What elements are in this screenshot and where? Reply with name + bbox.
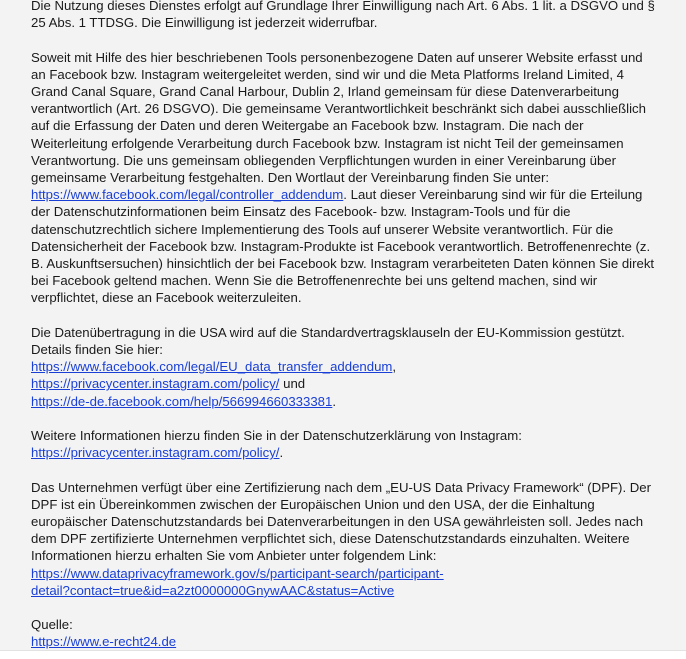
link-separator-period: . (332, 393, 337, 409)
dpf-participant-link[interactable] (31, 566, 444, 598)
joint-controller-text: Soweit mit Hilfe des hier beschriebenen Tools personenbezogene Daten auf unserer Website erfasst und an Facebook bzw. Instagram weitergeleitet werden, sind wir und die Meta Platforms Ireland Limited, 4 Grand Canal Square, Grand Canal Harbour, Dublin 2, Irland gemeinsam für diese Datenverarbeitung verantwortlich (Art. 26 DSGVO). Die gemeinsame Verantwortlichkeit beschränkt sich dabei ausschließlich auf die Erfassung der Daten und deren Weitergabe an Facebook bzw. Instagram. Die nach der Weiterleitung erfolgende Verarbeitung durch Facebook bzw. Instagram ist nicht Teil der gemeinsamen Verantwortung. Die uns gemeinsam obliegenden Verpflichtungen wurden in einer Vereinbarung über gemeinsame Verarbeitung festgehalten. Den Wortlaut der Vereinbarung finden Sie unter: (31, 49, 646, 186)
instagram-policy-link[interactable]: https://privacycenter.instagram.com/policy/ (31, 376, 280, 392)
consent-paragraph (31, 0, 659, 31)
source-paragraph (31, 616, 659, 650)
instagram-info-period: . (279, 445, 284, 461)
data-transfer-paragraph (31, 324, 659, 410)
dpf-text: Das Unternehmen verfügt über eine Zertifizierung nach dem „EU-US Data Privacy Framework“ (DPF). Der DPF ist ein Übereinkommen zwischen der Europäischen Union und den USA, der die Einhaltung europäischer Datenschutzstandards bei Datenverarbeitungen in den USA gewährleisten soll. Jedes nach dem DPF zertifizierte Unternehmen verpflichtet sich, diese Datenschutzstandards einzuhalten. Weitere Informationen hierzu erhalten Sie vom Anbieter unter folgendem Link: (31, 479, 652, 564)
privacy-text-content (31, 0, 659, 659)
source-link[interactable]: https://www.e-recht24.de (31, 634, 177, 650)
dpf-paragraph (31, 479, 659, 599)
data-transfer-text: Die Datenübertragung in die USA wird auf die Standardvertragsklauseln der EU-Kommission gestützt. Details finden Sie hier: (31, 324, 625, 358)
source-label: Quelle: (31, 617, 73, 633)
facebook-help-link[interactable]: https://de-de.facebook.com/help/566994660333381 (31, 393, 333, 409)
joint-controller-text-continued: . Laut dieser Vereinbarung sind wir für die Erteilung der Datenschutzinformationen beim Einsatz des Facebook- bzw. Instagram-Tools und für die datenschutzrechtlich sichere Implementierung des Tools auf unserer Website verantwortlich. Für die Datensicherheit der Facebook bzw. Instagram-Produkte ist Facebook verantwortlich. Betroffenenrechte (z. B. Auskunftsersuchen) hinsichtlich der bei Facebook bzw. Instagram verarbeiteten Daten können Sie direkt bei Facebook geltend machen. Wenn Sie die Betroffenenrechte bei uns geltend machen, sind wir verpflichtet, diese an Facebook weiterzuleiten. (31, 187, 655, 306)
eu-data-transfer-addendum-link[interactable]: https://www.facebook.com/legal/EU_data_transfer_addendum (31, 359, 393, 375)
dpf-link-line-2: detail?contact=true&id=a2zt0000000GnywAAC&status=Active (31, 582, 395, 598)
instagram-privacy-link[interactable]: https://privacycenter.instagram.com/policy/ (31, 445, 280, 461)
link-separator-comma: , (392, 359, 397, 375)
link-separator-und: und (283, 376, 306, 392)
dpf-link-line-1: https://www.dataprivacyframework.gov/s/participant-search/participant- (31, 565, 444, 581)
controller-addendum-link[interactable]: https://www.facebook.com/legal/controller_addendum (31, 187, 344, 203)
instagram-info-paragraph (31, 427, 659, 461)
page-bottom-divider (0, 650, 686, 659)
joint-controller-paragraph (31, 49, 659, 307)
consent-text: Die Nutzung dieses Dienstes erfolgt auf Grundlage Ihrer Einwilligung nach Art. 6 Abs. 1 lit. a DSGVO und § 25 Abs. 1 TTDSG. Die Einwilligung ist jederzeit widerrufbar. (31, 0, 655, 31)
instagram-info-text: Weitere Informationen hierzu finden Sie in der Datenschutzerklärung von Instagram: (31, 428, 522, 444)
